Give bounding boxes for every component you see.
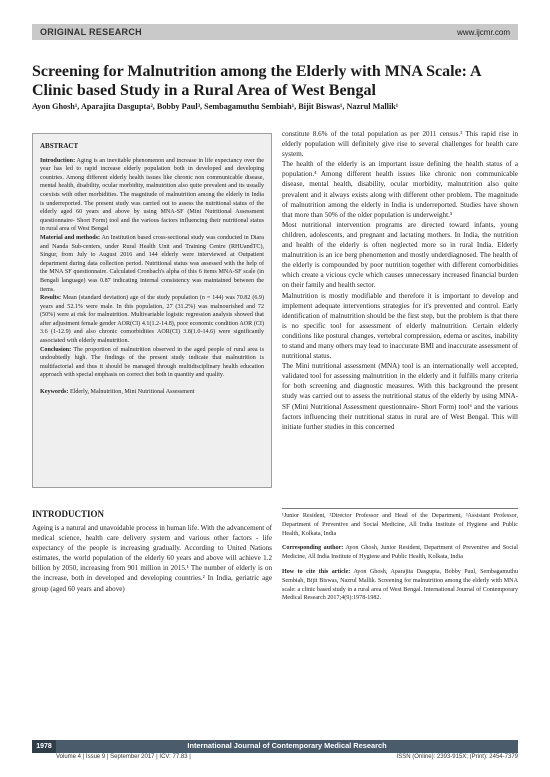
- abstract-methods: Material and methods: An Institution based cross-sectional study was conducted in Diara and Nanda Sub-centers, under Rural Health Unit and Training Centre (RHUandTC), Singur, from July to August 2016 and 144 elderly were interviewed at Outpatient department during data collection period. Nutritional status was assessed with the help of the MNA SF questionnaire. Calculated Cronbach's alpha of this 6 items MNA-SF scale (in Bengali language) was 0.87 indicating internal consistency was maintained between the items.: [40, 234, 264, 293]
- footnote-divider: [282, 508, 518, 509]
- abstract-keywords: Keywords: Elderly, Malnutrition, Mini Nutritional Assessment: [40, 389, 195, 396]
- volume-info: Volume 4 | Issue 9 | September 2017 | ICV: 77.83 |: [56, 754, 191, 760]
- footer-bar: [32, 740, 518, 753]
- paragraph: Most nutritional intervention programs are directed toward infants, young children, adolescents, and pregnant and lactating mothers. In India, the nutrition and health of the elderly is often neglected more so in rural India. Elderly malnutrition is an ice berg phenomenon and mostly underdiagnosed. The health of the elderly is compounded by poor nutrition together with different comorbidities which create a vicious cycle which causes unnecessary increased financial burden on their family and health sector.: [282, 220, 518, 290]
- journal-website[interactable]: www.ijcmr.com: [457, 27, 510, 37]
- introduction-text: Ageing is a natural and unavoidable process in human life. With the advancement of medical science, health care delivery system and various other factors - life expectancy of the people is increasing gradually. According to United Nations estimates, the world population of the elderly 60 years and above will achieve 1.2 billion by 2050, increasing from 901 million in 2015.¹ The number of elderly is on the increase, both in developed and developing countries.² In India, geriatric age group (aged 60 years and above): [32, 524, 272, 593]
- paragraph: constitute 8.6% of the total population as per 2011 census.³ This rapid rise in elderly population will definitely give rise to several challenges for health care system.: [282, 130, 518, 159]
- footer-details: [56, 754, 518, 763]
- author-list: Ayon Ghosh¹, Aparajita Dasgupta², Bobby Paul³, Sembagamuthu Sembiah¹, Bijit Biswas¹, Nazrul Mallik¹: [32, 102, 399, 111]
- corresponding-author: Corresponding author: Ayon Ghosh, Junior Resident, Department of Preventive and Social Medicine, All India Institute of Hygiene and Public Health, Kolkata, India: [282, 545, 518, 561]
- section-label: ORIGINAL RESEARCH: [40, 27, 142, 37]
- article-title: Screening for Malnutrition among the Elderly with MNA Scale: A Clinic based Study in a Rural Area of West Bengal: [32, 63, 481, 99]
- affiliation-text: ¹Junior Resident, ²Director Professor and Head of the Department, ³Assistant Professor, Department of Preventive and Social Medicine, All India Institute of Hygiene and Public Health, Kolkata, India: [282, 513, 518, 537]
- header-bar: [32, 24, 518, 40]
- paragraph: Malnutrition is mostly modifiable and therefore it is important to develop and implement adequate interventions strategies for it's prevented and control. Early identification of malnutrition should be the first step, but the problem is that there is no specific tool for assessment of elderly malnutrition. Certain elderly conditions like postural changes, vertebral compression, edema or ascites, inability to stand and many others may lead to inaccurate BMI and inaccurate assessment of nutritional status.: [282, 291, 518, 361]
- affiliations-block: [282, 512, 518, 609]
- abstract-introduction: Introduction: Aging is an inevitable phenomenon and increase in life expectancy over the year has led to rapid increase elderly population both in developed and developing countries. Among different elderly health issues like chronic non communicable disease, mental health, disability, ocular morbidity, malnutrition also quite prevalent and its usually coexists with other morbidities. The magnitude of malnutrition among the elderly in India is underreported. The present study was carried out to assess the nutritional status of the elderly aged 60 years and above by using MNA-SF (Mini Nutritional Assessment questionnaire- Short Form) tool and the various factors influencing their nutritional status in rural area of West Bengal: [40, 157, 264, 233]
- abstract-heading: ABSTRACT: [40, 142, 79, 150]
- right-column-body: [282, 129, 518, 432]
- issn-info: ISSN (Online): 2393-915X; (Print): 2454-7379: [396, 754, 518, 760]
- paragraph: The Mini nutritional assessment (MNA) tool is an internationally well accepted, validated tool for assessing malnutrition in the elderly and it fulfills many criteria for both screening and diagnostic measures. With this background the present study was carried out to assess the nutritional status of the elderly by using MNA-SF (Mini Nutritional Assessment questionnaire- Short Form) tool⁶ and the various factors influencing their nutritional status in rural are of West Bengal. This will initiate further studies in this concerned: [282, 362, 518, 431]
- citation: How to cite this article: Ayon Ghosh, Aparajita Dasgupta, Bobby Paul, Sembagamuthu Sembiah, Bijit Biswas, Nazrul Mallik. Screening for malnutrition among the elderly with MNA scale: a clinic based study in a rural area of West Bengal. International Journal of Contemporary Medical Research 2017;4(9):1978-1982.: [282, 568, 519, 602]
- journal-name: International Journal of Contemporary Medical Research: [187, 741, 387, 750]
- page-number: 1978: [32, 740, 56, 753]
- paragraph: The health of the elderly is an important issue defining the health status of a population.⁴ Among different health issues like chronic non communicable disease, mental health, disability, ocular morbidity, malnutrition also quite prevalent and it always exists along with different other problem. The magnitude of malnutrition among the elderly in India is underreported. Studies have shown that more than 50% of the older population is underweight.⁵: [282, 160, 518, 219]
- abstract-box: [32, 133, 272, 488]
- abstract-results: Results: Mean (standard deviation) age of the study population (n = 144) was 70.82 (6.9) years and 52.1% were male. In this population, 27 (31.2%) was malnourished and 72 (50%) were at risk for malnutrition. Multivariable logistic regression analysis showed that after adjustment female gender AOR(CI) 4.1(1.2-14.8), poor economic condition AOR (CI) 3.6 (1-12.9) and also chronic comorbidities AOR(CI) 3.8(1.0-14.6) were significantly associated with elderly malnutrition.: [40, 295, 264, 345]
- introduction-heading: INTRODUCTION: [32, 509, 105, 519]
- abstract-conclusion: Conclusion: The proportion of malnutrition observed in the aged people of rural area is undoubtedly high. The findings of the present study indicate that malnutrition is multifactorial and thus it should be managed through multidisciplinary health education approach with special emphasis on correct diet both in quantity and quality.: [40, 346, 264, 379]
